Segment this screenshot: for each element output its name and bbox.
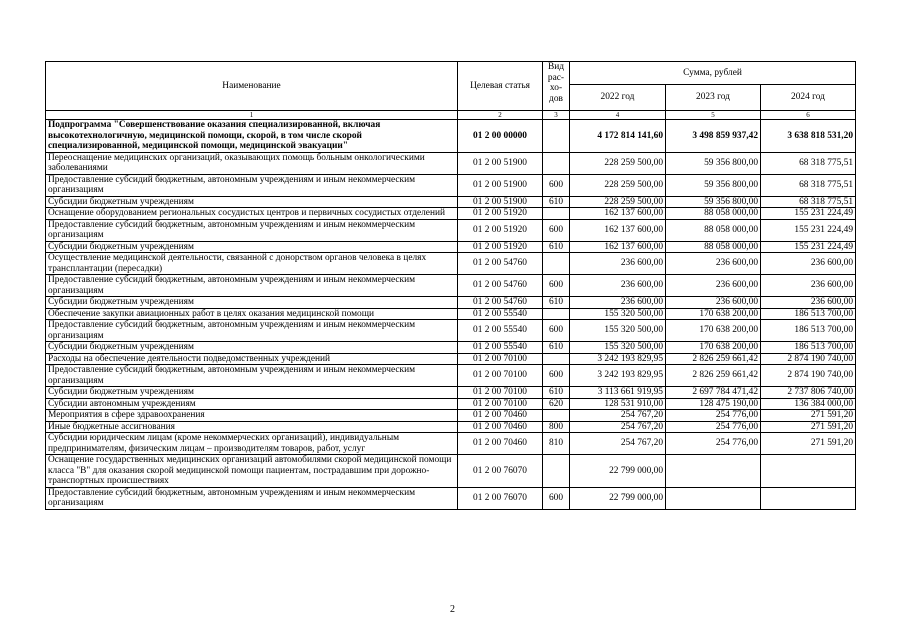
row-amount-2022: 155 320 500,00: [570, 342, 666, 354]
row-expense-type: 610: [543, 196, 570, 208]
row-amount-2023: 2 826 259 661,42: [666, 353, 761, 365]
row-amount-2023: 88 058 000,00: [666, 241, 761, 253]
row-amount-2024: 271 591,20: [761, 421, 856, 433]
row-name: Предоставление субсидий бюджетным, автономным учреждениям и иным некоммерческим организациям: [46, 320, 458, 342]
row-expense-type: 800: [543, 421, 570, 433]
row-amount-2022: 3 113 661 919,95: [570, 387, 666, 399]
row-amount-2024: 236 600,00: [761, 275, 856, 297]
row-expense-type: [543, 455, 570, 488]
row-amount-2024: 186 513 700,00: [761, 342, 856, 354]
row-target-article: 01 2 00 51900: [458, 152, 543, 174]
row-amount-2022: 236 600,00: [570, 275, 666, 297]
row-name: Мероприятия в сфере здравоохранения: [46, 410, 458, 422]
row-target-article: 01 2 00 76070: [458, 455, 543, 488]
row-expense-type: [543, 308, 570, 320]
column-number: 2: [458, 111, 543, 120]
header-year-2023: 2023 год: [666, 85, 761, 111]
table-row: [46, 196, 856, 208]
row-amount-2023: 2 697 784 471,42: [666, 387, 761, 399]
row-amount-2022: 228 259 500,00: [570, 196, 666, 208]
table-row: [46, 308, 856, 320]
row-target-article: 01 2 00 51920: [458, 208, 543, 220]
table-row: [46, 398, 856, 410]
header-name: Наименование: [46, 62, 458, 111]
table-body: [46, 120, 856, 510]
row-name: Субсидии автономным учреждениям: [46, 398, 458, 410]
header-year-2024: 2024 год: [761, 85, 856, 111]
table-row: [46, 208, 856, 220]
row-name: Субсидии бюджетным учреждениям: [46, 297, 458, 309]
row-expense-type: [543, 410, 570, 422]
row-amount-2022: 236 600,00: [570, 253, 666, 275]
row-target-article: 01 2 00 55540: [458, 320, 543, 342]
row-expense-type: 600: [543, 487, 570, 509]
row-amount-2022: 254 767,20: [570, 410, 666, 422]
header-year-2022: 2022 год: [570, 85, 666, 111]
row-amount-2023: 3 498 859 937,42: [666, 120, 761, 153]
row-amount-2022: 254 767,20: [570, 433, 666, 455]
row-expense-type: 600: [543, 365, 570, 387]
row-amount-2023: [666, 455, 761, 488]
row-target-article: 01 2 00 70460: [458, 421, 543, 433]
table-row: [46, 410, 856, 422]
row-name: Оснащение оборудованием региональных сосудистых центров и первичных сосудистых отделений: [46, 208, 458, 220]
row-amount-2024: 236 600,00: [761, 297, 856, 309]
table-row: [46, 342, 856, 354]
row-target-article: 01 2 00 54760: [458, 275, 543, 297]
row-amount-2024: 186 513 700,00: [761, 320, 856, 342]
row-amount-2022: 3 242 193 829,95: [570, 353, 666, 365]
row-expense-type: 610: [543, 297, 570, 309]
row-amount-2023: 170 638 200,00: [666, 308, 761, 320]
row-name: Предоставление субсидий бюджетным, автономным учреждениям и иным некоммерческим организациям: [46, 487, 458, 509]
budget-table: [45, 61, 856, 510]
row-amount-2022: 228 259 500,00: [570, 174, 666, 196]
row-expense-type: [543, 253, 570, 275]
row-amount-2022: 254 767,20: [570, 421, 666, 433]
row-amount-2023: 59 356 800,00: [666, 174, 761, 196]
row-amount-2024: 186 513 700,00: [761, 308, 856, 320]
row-name: Расходы на обеспечение деятельности подведомственных учреждений: [46, 353, 458, 365]
row-name: Обеспечение закупки авиационных работ в целях оказания медицинской помощи: [46, 308, 458, 320]
row-expense-type: [543, 353, 570, 365]
table-row: [46, 433, 856, 455]
row-amount-2024: 2 737 806 740,00: [761, 387, 856, 399]
table-row: [46, 297, 856, 309]
row-target-article: 01 2 00 00000: [458, 120, 543, 153]
table-row: [46, 253, 856, 275]
row-amount-2023: 236 600,00: [666, 297, 761, 309]
column-number: 4: [570, 111, 666, 120]
row-amount-2023: 170 638 200,00: [666, 320, 761, 342]
row-amount-2023: 254 776,00: [666, 433, 761, 455]
row-name: Субсидии бюджетным учреждениям: [46, 241, 458, 253]
column-number: 3: [543, 111, 570, 120]
row-name: Субсидии бюджетным учреждениям: [46, 342, 458, 354]
row-name: Субсидии бюджетным учреждениям: [46, 387, 458, 399]
table-row: [46, 241, 856, 253]
row-target-article: 01 2 00 54760: [458, 297, 543, 309]
row-target-article: 01 2 00 70460: [458, 410, 543, 422]
row-name: Предоставление субсидий бюджетным, автономным учреждениям и иным некоммерческим организациям: [46, 275, 458, 297]
table-row: [46, 174, 856, 196]
row-expense-type: 600: [543, 174, 570, 196]
row-amount-2023: 2 826 259 661,42: [666, 365, 761, 387]
row-expense-type: 620: [543, 398, 570, 410]
row-name: Предоставление субсидий бюджетным, автономным учреждениям и иным некоммерческим организациям: [46, 365, 458, 387]
row-target-article: 01 2 00 70100: [458, 398, 543, 410]
row-expense-type: [543, 120, 570, 153]
row-target-article: 01 2 00 76070: [458, 487, 543, 509]
row-amount-2024: 136 384 000,00: [761, 398, 856, 410]
row-amount-2024: [761, 487, 856, 509]
row-amount-2024: 155 231 224,49: [761, 241, 856, 253]
row-expense-type: [543, 208, 570, 220]
row-amount-2022: 22 799 000,00: [570, 487, 666, 509]
row-amount-2023: 88 058 000,00: [666, 208, 761, 220]
table-row: [46, 487, 856, 509]
row-target-article: 01 2 00 51900: [458, 196, 543, 208]
row-target-article: 01 2 00 70100: [458, 387, 543, 399]
row-name: Предоставление субсидий бюджетным, автономным учреждениям и иным некоммерческим организациям: [46, 174, 458, 196]
row-target-article: 01 2 00 70100: [458, 353, 543, 365]
row-amount-2023: 236 600,00: [666, 253, 761, 275]
row-target-article: 01 2 00 54760: [458, 253, 543, 275]
header-sum: Сумма, рублей: [570, 62, 856, 85]
row-amount-2024: 155 231 224,49: [761, 208, 856, 220]
row-amount-2024: 155 231 224,49: [761, 219, 856, 241]
row-amount-2023: 59 356 800,00: [666, 152, 761, 174]
row-expense-type: 600: [543, 275, 570, 297]
row-amount-2024: 2 874 190 740,00: [761, 365, 856, 387]
row-amount-2024: 3 638 818 531,20: [761, 120, 856, 153]
row-expense-type: [543, 152, 570, 174]
row-expense-type: 810: [543, 433, 570, 455]
column-number: 6: [761, 111, 856, 120]
column-number: 5: [666, 111, 761, 120]
header-target-article: Целевая статья: [458, 62, 543, 111]
table-row: [46, 353, 856, 365]
row-name: Предоставление субсидий бюджетным, автономным учреждениям и иным некоммерческим организациям: [46, 219, 458, 241]
table-row: [46, 387, 856, 399]
row-amount-2023: 254 776,00: [666, 410, 761, 422]
table-row: [46, 320, 856, 342]
table-row: [46, 455, 856, 488]
row-amount-2022: 155 320 500,00: [570, 320, 666, 342]
table-row: [46, 152, 856, 174]
row-amount-2022: 162 137 600,00: [570, 208, 666, 220]
row-amount-2024: 68 318 775,51: [761, 152, 856, 174]
row-name: Иные бюджетные ассигнования: [46, 421, 458, 433]
row-target-article: 01 2 00 51900: [458, 174, 543, 196]
row-amount-2023: [666, 487, 761, 509]
row-amount-2022: 155 320 500,00: [570, 308, 666, 320]
table-row: [46, 219, 856, 241]
row-expense-type: 610: [543, 241, 570, 253]
row-amount-2024: 271 591,20: [761, 433, 856, 455]
row-amount-2023: 170 638 200,00: [666, 342, 761, 354]
row-amount-2024: 271 591,20: [761, 410, 856, 422]
row-amount-2024: 236 600,00: [761, 253, 856, 275]
row-amount-2024: [761, 455, 856, 488]
row-target-article: 01 2 00 51920: [458, 241, 543, 253]
table-row: [46, 365, 856, 387]
table-row: [46, 275, 856, 297]
row-amount-2022: 162 137 600,00: [570, 219, 666, 241]
row-target-article: 01 2 00 55540: [458, 342, 543, 354]
row-expense-type: 610: [543, 387, 570, 399]
row-name: Субсидии юридическим лицам (кроме некоммерческих организаций), индивидуальным предпринимателям, физическим лицам – производителям товаров, работ, услуг: [46, 433, 458, 455]
row-amount-2023: 236 600,00: [666, 275, 761, 297]
row-expense-type: 600: [543, 320, 570, 342]
row-name: Подпрограмма "Совершенствование оказания специализированной, включая высокотехнологичную, медицинской помощи, скорой, в том числе скорой специализированной, медицинской помощи, медицинской эвакуации": [46, 120, 458, 153]
row-amount-2022: 22 799 000,00: [570, 455, 666, 488]
page-number: 2: [450, 604, 455, 615]
row-target-article: 01 2 00 55540: [458, 308, 543, 320]
row-amount-2024: 68 318 775,51: [761, 196, 856, 208]
row-amount-2023: 128 475 190,00: [666, 398, 761, 410]
row-target-article: 01 2 00 51920: [458, 219, 543, 241]
row-name: Субсидии бюджетным учреждениям: [46, 196, 458, 208]
row-amount-2023: 59 356 800,00: [666, 196, 761, 208]
row-amount-2022: 228 259 500,00: [570, 152, 666, 174]
table-row: [46, 421, 856, 433]
row-amount-2024: 2 874 190 740,00: [761, 353, 856, 365]
row-name: Оснащение государственных медицинских организаций автомобилями скорой медицинской помощи класса "В" для оказания скорой медицинской помощи пациентам, пострадавшим при дорожно-транспортных происшествиях: [46, 455, 458, 488]
row-amount-2024: 68 318 775,51: [761, 174, 856, 196]
row-expense-type: 600: [543, 219, 570, 241]
row-amount-2022: 4 172 814 141,60: [570, 120, 666, 153]
row-amount-2022: 3 242 193 829,95: [570, 365, 666, 387]
header-expense-type: Вид рас-хо-дов: [543, 62, 570, 111]
row-amount-2022: 236 600,00: [570, 297, 666, 309]
column-number: 1: [46, 111, 458, 120]
row-name: Осуществление медицинской деятельности, связанной с донорством органов человека в целях трансплантации (пересадки): [46, 253, 458, 275]
row-name: Переоснащение медицинских организаций, оказывающих помощь больным онкологическими заболеваниями: [46, 152, 458, 174]
row-amount-2022: 128 531 910,00: [570, 398, 666, 410]
row-target-article: 01 2 00 70100: [458, 365, 543, 387]
row-target-article: 01 2 00 70460: [458, 433, 543, 455]
row-amount-2023: 254 776,00: [666, 421, 761, 433]
row-expense-type: 610: [543, 342, 570, 354]
row-amount-2023: 88 058 000,00: [666, 219, 761, 241]
row-amount-2022: 162 137 600,00: [570, 241, 666, 253]
table-row: [46, 120, 856, 153]
